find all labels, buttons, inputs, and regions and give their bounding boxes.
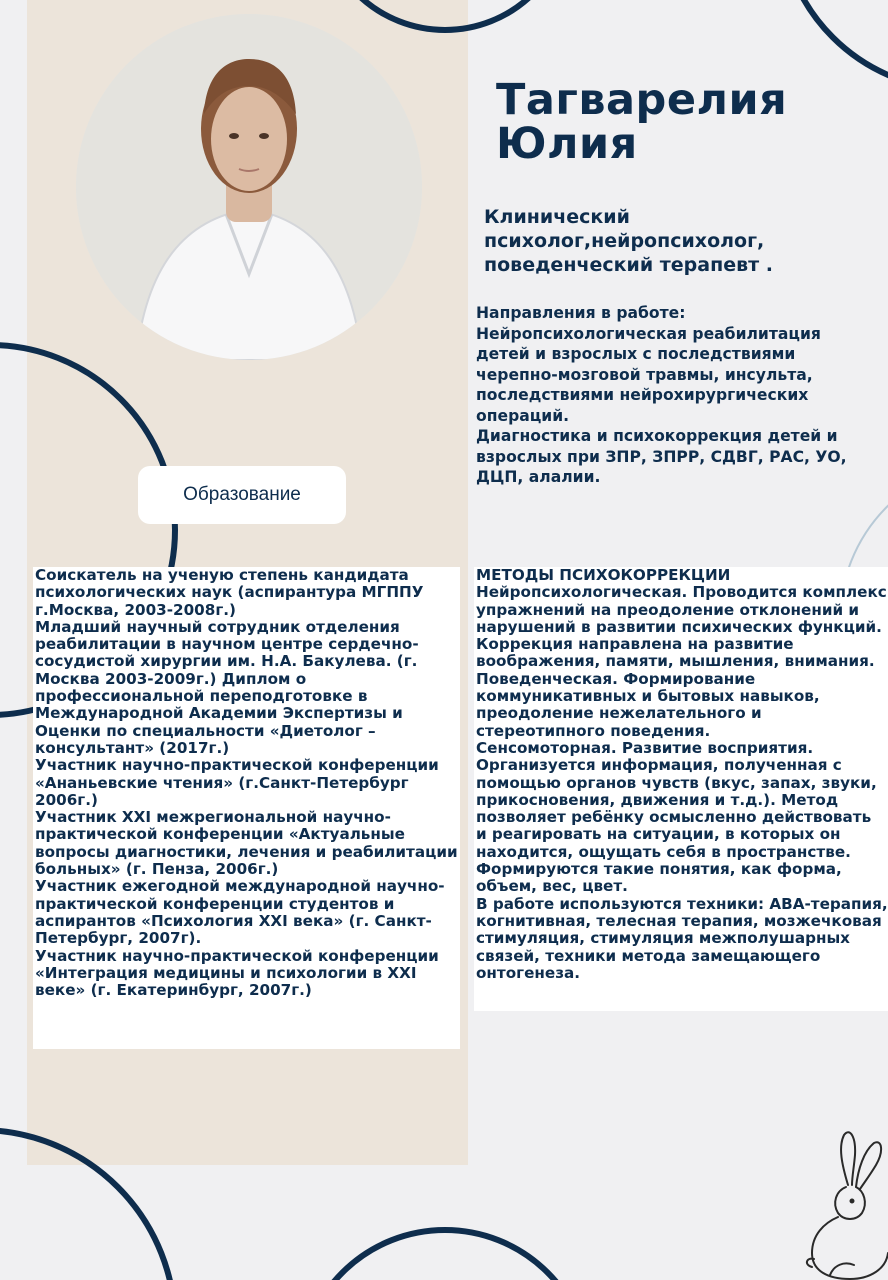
directions-line: последствиями нейрохирургических — [476, 386, 809, 404]
methods-line: позволяет ребёнку осмысленно действовать — [476, 808, 872, 827]
directions-line: черепно-мозговой травмы, инсульта, — [476, 365, 813, 384]
methods-line: Нейропсихологическая. Проводится комплекс — [476, 583, 887, 602]
education-line: Участник научно-практической конференции — [35, 946, 439, 965]
role-line: поведенческий терапевт . — [484, 254, 773, 276]
directions-line: Направления в работе: — [476, 304, 686, 322]
education-line: Москва 2003-2009г.) Диплом о — [35, 669, 307, 688]
person-name — [496, 75, 876, 169]
education-line: 2006г.) — [35, 790, 98, 809]
person-name-line-2: Юлия — [496, 119, 638, 169]
methods-line: Сенсомоторная. Развитие восприятия. — [476, 738, 814, 757]
methods-line: стимуляция, стимуляция межполушарных — [476, 929, 850, 948]
education-line: практической конференции «Актуальные — [35, 825, 405, 844]
person-role — [484, 205, 874, 277]
methods-line: стереотипного поведения. — [476, 721, 711, 740]
education-line: Участник XXI межрегиональной научно- — [35, 808, 391, 827]
methods-line: находится, ощущать себя в пространстве. — [476, 842, 851, 861]
education-line: больных» (г. Пенза, 2006г.) — [35, 860, 279, 879]
methods-line: когнитивная, телесная терапия, мозжечковая — [476, 911, 882, 930]
education-line: «Ананьевские чтения» (г.Санкт-Петербург — [35, 773, 409, 792]
methods-line: Поведенческая. Формирование — [476, 669, 756, 688]
portrait-photo — [76, 14, 422, 360]
education-line: Участник научно-практической конференции — [35, 756, 439, 775]
directions-line: операций. — [476, 406, 570, 425]
methods-line: коммуникативных и бытовых навыков, — [476, 687, 820, 706]
methods-line: В работе используются техники: АВА-терапия, — [476, 894, 888, 913]
methods-line: Формируются такие понятия, как форма, — [476, 860, 842, 879]
top-right-circle-arc — [780, 0, 888, 90]
directions-line: детей и взрослых с последствиями — [476, 345, 796, 363]
role-line: психолог,нейропсихолог, — [484, 230, 765, 252]
education-line: сосудистой хирургии им. Н.А. Бакулева. (г. — [35, 652, 418, 671]
methods-line: и реагировать на ситуации, в которых он — [476, 825, 841, 844]
education-text — [35, 567, 460, 999]
education-line: аспирантов «Психология XXI века» (г. Санкт- — [35, 911, 432, 930]
education-line: вопросы диагностики, лечения и реабилитации — [35, 842, 458, 861]
education-line: «Интеграция медицины и психологии в XXI — [35, 963, 417, 982]
methods-line: упражнений на преодоление отклонений и — [476, 600, 860, 619]
methods-line: Коррекция направлена на развитие — [476, 635, 794, 654]
education-line: веке» (г. Екатеринбург, 2007г.) — [35, 981, 312, 1000]
education-line: Оценки по специальности «Диетолог – — [35, 721, 376, 740]
directions-line: Диагностика и психокоррекция детей и — [476, 427, 838, 445]
person-name-line-1: Тагварелия — [496, 75, 788, 125]
education-line: г.Москва, 2003-2008г.) — [35, 600, 236, 619]
bottom-center-circle-arc — [300, 1230, 590, 1280]
directions-line: Нейропсихологическая реабилитация — [476, 324, 821, 343]
education-line: Международной Академии Экспертизы и — [35, 704, 403, 723]
methods-line: помощью органов чувств (вкус, запах, звуки, — [476, 773, 877, 792]
education-line: реабилитации в научном центре сердечно- — [35, 635, 419, 654]
methods-line: прикосновения, движения и т.д.). Метод — [476, 790, 839, 809]
methods-line: онтогенеза. — [476, 963, 581, 982]
education-line: консультант» (2017г.) — [35, 738, 230, 757]
methods-line: Организуется информация, полученная с — [476, 756, 842, 775]
education-line: практической конференции студентов и — [35, 894, 395, 913]
directions-line: ДЦП, алалии. — [476, 468, 601, 486]
education-line: психологических наук (аспирантура МГППУ — [35, 583, 424, 602]
education-button[interactable]: Образование — [138, 466, 346, 524]
directions-line: взрослых при ЗПР, ЗПРР, СДВГ, РАС, УО, — [476, 447, 847, 466]
methods-line: МЕТОДЫ ПСИХОКОРРЕКЦИИ — [476, 566, 731, 584]
methods-line: нарушений в развитии психических функций. — [476, 617, 882, 636]
rabbit-line-art-icon — [800, 1125, 888, 1280]
education-line: Младший научный сотрудник отделения — [35, 617, 400, 636]
education-line: Соискатель на ученую степень кандидата — [35, 566, 409, 584]
role-line: Клинический — [484, 206, 630, 228]
methods-line: связей, техники метода замещающего — [476, 946, 821, 965]
methods-line: объем, вес, цвет. — [476, 877, 628, 896]
methods-line: воображения, памяти, мышления, внимания. — [476, 652, 875, 671]
work-directions — [476, 303, 881, 488]
methods-line: преодоление нежелательного и — [476, 704, 762, 723]
methods-text — [476, 567, 888, 982]
education-line: Петербург, 2007г). — [35, 929, 202, 948]
education-line: профессиональной переподготовке в — [35, 687, 368, 706]
education-line: Участник ежегодной международной научно- — [35, 877, 445, 896]
